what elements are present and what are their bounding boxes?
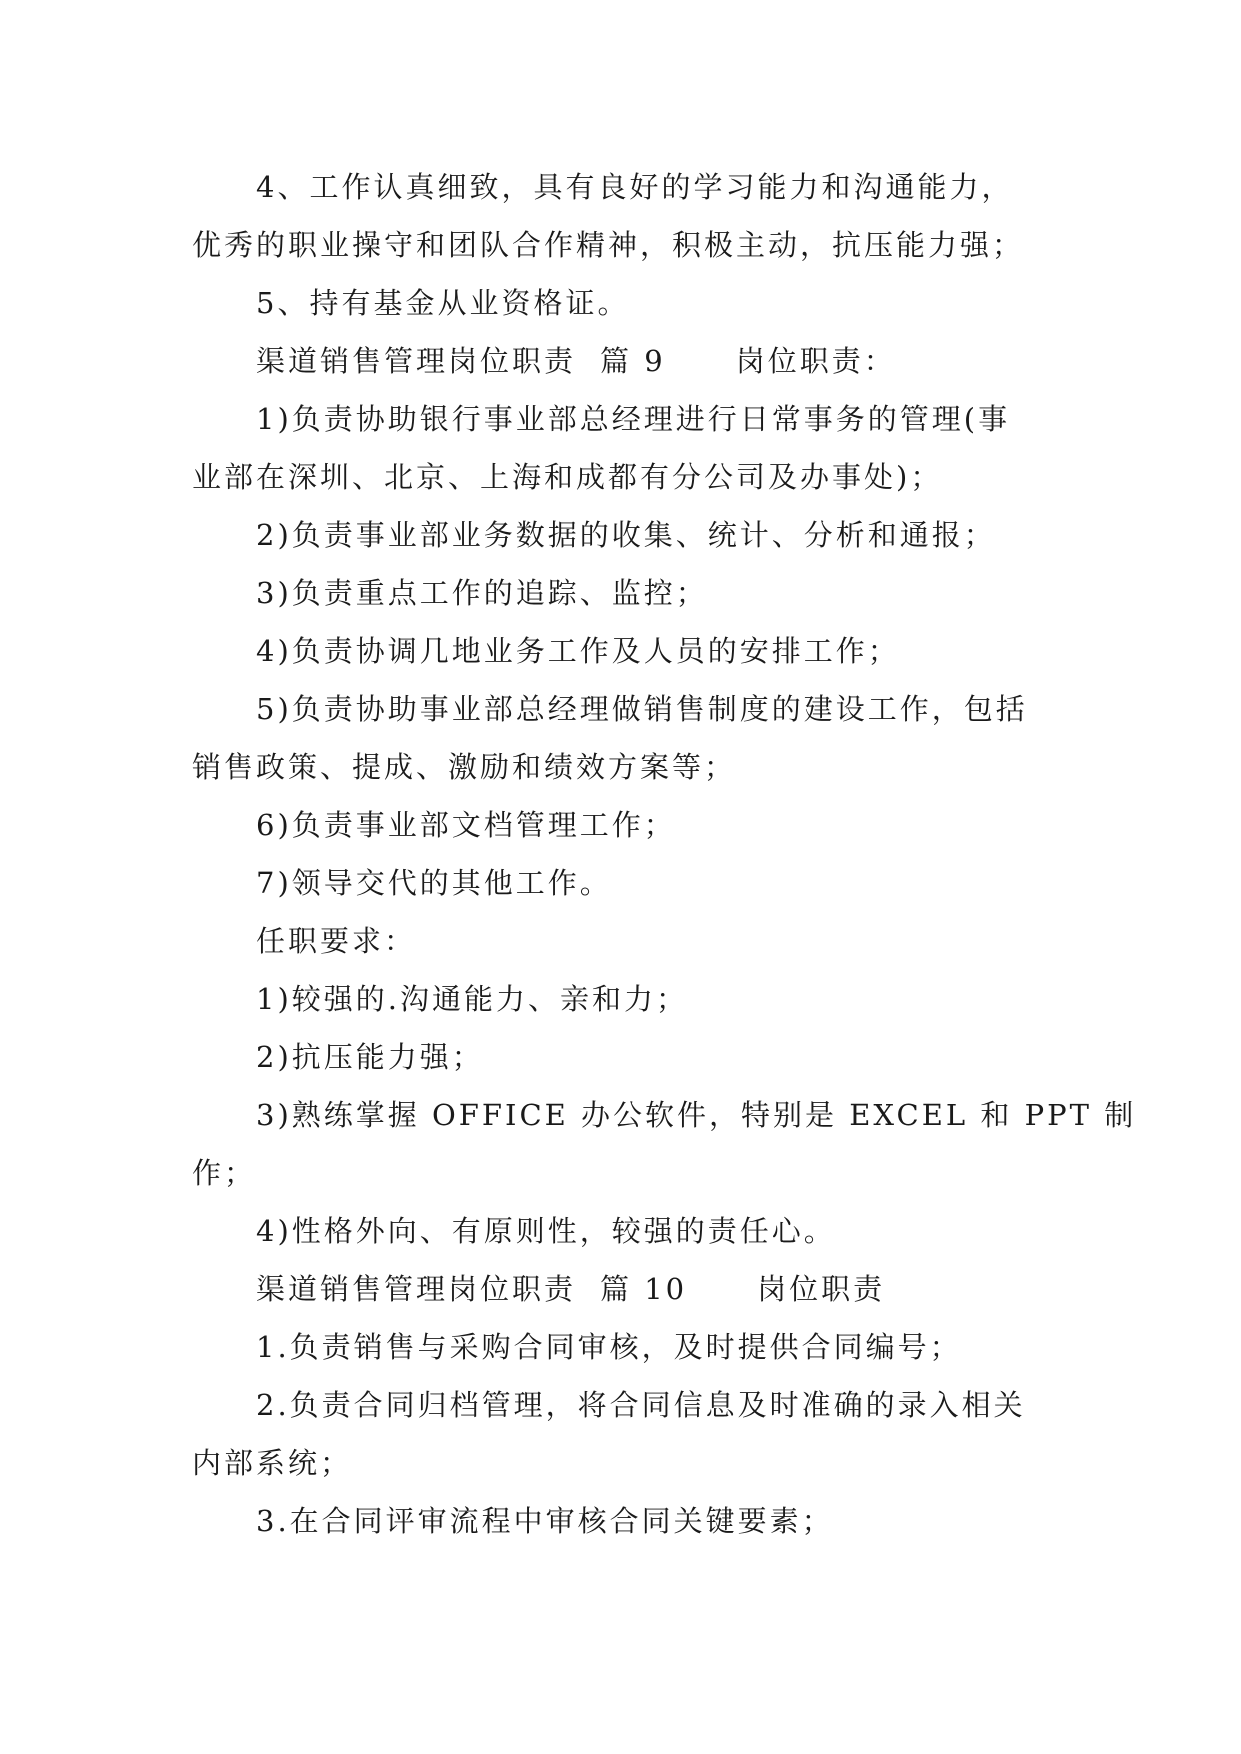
paragraph-line: 3.在合同评审流程中审核合同关键要素； [256,1504,834,1538]
paragraph-line: 4、工作认真细致，具有良好的学习能力和沟通能力， [256,170,1014,204]
paragraph-line: 2)抗压能力强； [256,1040,484,1074]
section-heading-10 [192,1260,1052,1318]
paragraph-line: 1)较强的.沟通能力、亲和力； [256,982,688,1016]
document-body [192,158,1137,1550]
paragraph-line: 销售政策、提成、激励和绩效方案等； [192,750,737,784]
paragraph-line: 1.负责销售与采购合同审核，及时提供合同编号； [256,1330,962,1364]
section-subtitle: 岗位职责： [735,344,896,378]
paragraph-line: 7)领导交代的其他工作。 [256,866,612,900]
paragraph-line: 优秀的职业操守和团队合作精神，积极主动，抗压能力强； [192,228,1025,262]
paragraph-line: 业部在深圳、北京、上海和成都有分公司及办事处)； [192,460,943,494]
section-heading-9 [192,332,1052,390]
paragraph-line: 1)负责协助银行事业部总经理进行日常事务的管理(事 [256,402,1011,436]
paragraph-line: 内部系统； [192,1446,353,1480]
section-title: 渠道销售管理岗位职责 [256,1272,577,1306]
paragraph-line: 4)负责协调几地业务工作及人员的安排工作； [256,634,900,668]
section-number: 篇 10 [600,1272,688,1306]
paragraph-line: 3)熟练掌握 OFFICE 办公软件，特别是 EXCEL 和 PPT 制 [256,1098,1137,1132]
requirements-heading: 任职要求： [256,924,417,958]
paragraph-line: 2)负责事业部业务数据的收集、统计、分析和通报； [256,518,996,552]
paragraph-line: 作； [192,1156,257,1190]
section-subtitle: 岗位职责 [757,1272,886,1306]
paragraph-line: 6)负责事业部文档管理工作； [256,808,676,842]
paragraph-line: 5)负责协助事业部总经理做销售制度的建设工作，包括 [256,692,1028,726]
paragraph-line: 2.负责合同归档管理，将合同信息及时准确的录入相关 [256,1388,1026,1422]
paragraph-line: 5、持有基金从业资格证。 [256,286,630,320]
paragraph-line: 3)负责重点工作的追踪、监控； [256,576,708,610]
section-title: 渠道销售管理岗位职责 [256,344,577,378]
paragraph-line: 4)性格外向、有原则性，较强的责任心。 [256,1214,836,1248]
section-number: 篇 9 [600,344,666,378]
